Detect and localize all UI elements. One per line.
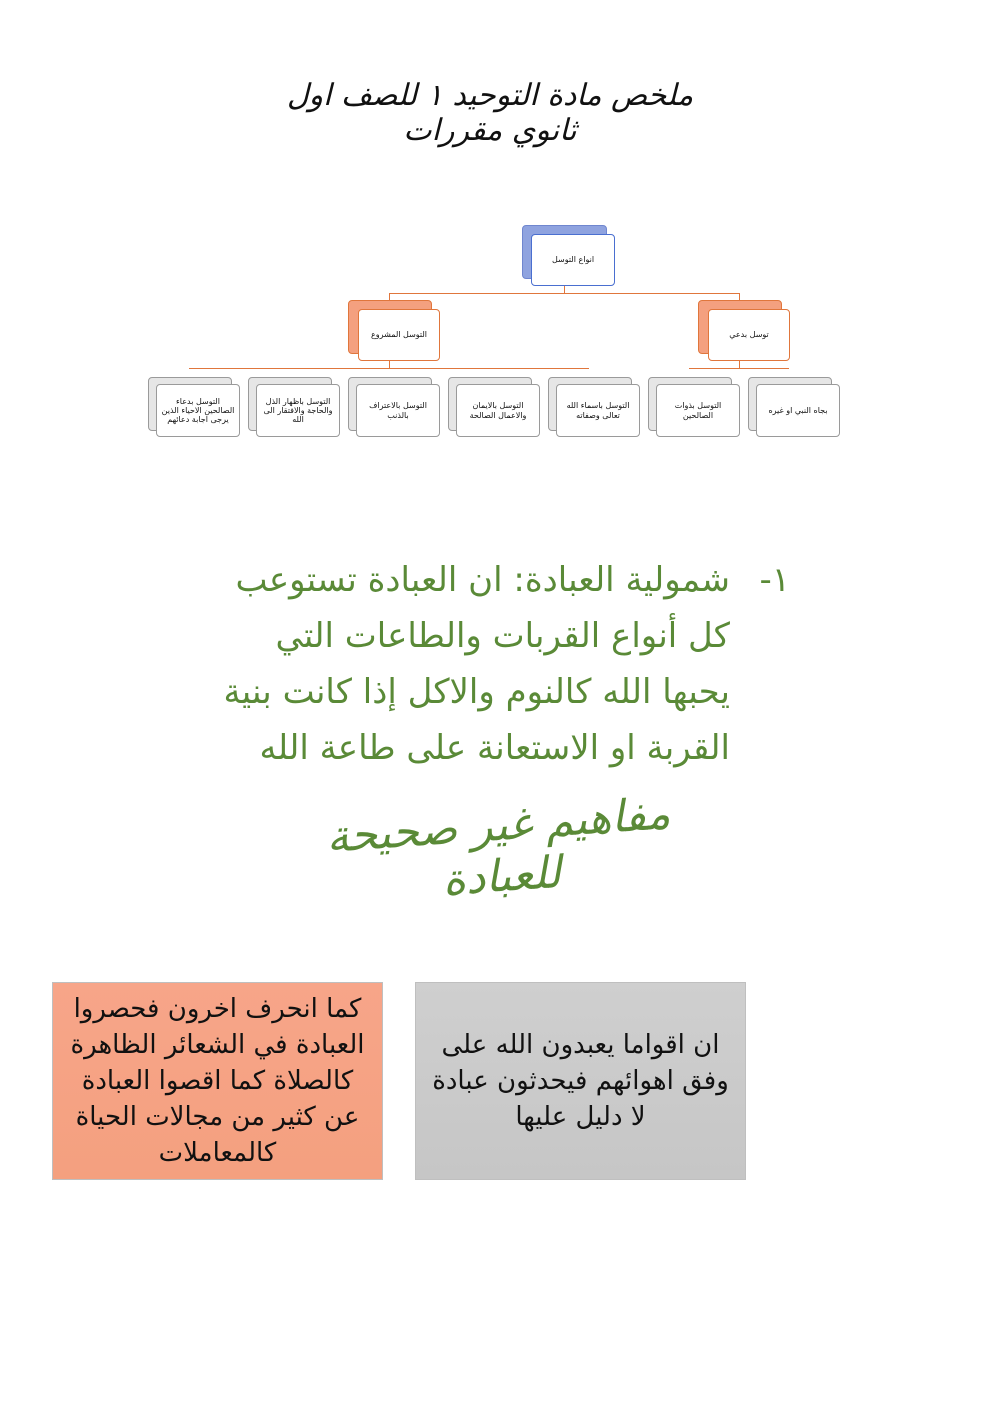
leaf-label: التوسل بذوات الصالحين — [674, 401, 722, 420]
point-shumuliya — [200, 552, 790, 776]
connector-bidi-down — [739, 360, 740, 368]
misconception-box-left — [52, 982, 383, 1180]
misconception-text-left: كما انحرف اخرون فحصروا العبادة في الشعائر الظاهرة كالصلاة كما اقصوا العبادة عن كثير من مجالات الحياة كالمعاملات — [70, 994, 365, 1168]
root-node — [531, 234, 615, 286]
leaf-node-asma — [556, 384, 640, 437]
document-title: ملخص مادة التوحيد ١ للصف اول ثانوي مقررات — [286, 78, 694, 148]
root-node-label: انواع التوسل — [551, 255, 595, 265]
mashru-node-label: التوسل المشروع — [371, 330, 427, 340]
connector-bidi-bar — [689, 368, 789, 369]
leaf-label: التوسل باسماء الله تعالى وصفاته — [566, 401, 630, 420]
connector-mashru-bar — [189, 368, 589, 369]
leaf-label: التوسل بالايمان والاعمال الصالحة — [469, 401, 527, 420]
bidi-node-label: توسل بدعي — [729, 330, 769, 340]
connector-mashru-down — [389, 360, 390, 368]
leaf-node-dhul — [256, 384, 340, 437]
leaf-label: التوسل بالاعتراف بالذنب — [369, 401, 427, 420]
bidi-node — [708, 309, 790, 361]
leaf-label: التوسل بدعاء الصالحين الاحياء الذين يرجى اجابة دعائهم — [161, 396, 235, 425]
leaf-label: بجاه النبي او غيره — [768, 405, 828, 415]
point-number: ١- — [759, 560, 790, 600]
misconception-box-right — [415, 982, 746, 1180]
connector-level1-bar — [389, 293, 739, 294]
mashru-node — [358, 309, 440, 361]
leaf-node-dua — [156, 384, 240, 437]
leaf-node-itiraf — [356, 384, 440, 437]
misconception-text-right: ان اقواما يعبدون الله على وفق اهوائهم فيحدثون عبادة لا دليل عليها — [432, 1030, 729, 1132]
leaf-label: التوسل باظهار الذل والحاجة والافتقار الى الله — [263, 396, 333, 425]
leaf-node-bijah — [756, 384, 840, 437]
section-subheading: مفاهيم غير صحيحة للعبادة — [324, 788, 672, 907]
leaf-node-iman — [456, 384, 540, 437]
leaf-node-bidhawat — [656, 384, 740, 437]
point-text: شمولية العبادة: ان العبادة تستوعب كل أنواع القربات والطاعات التي يحبها الله كالنوم والاكل إذا كانت بنية القربة او الاستعانة على طاعة الله — [223, 560, 730, 768]
